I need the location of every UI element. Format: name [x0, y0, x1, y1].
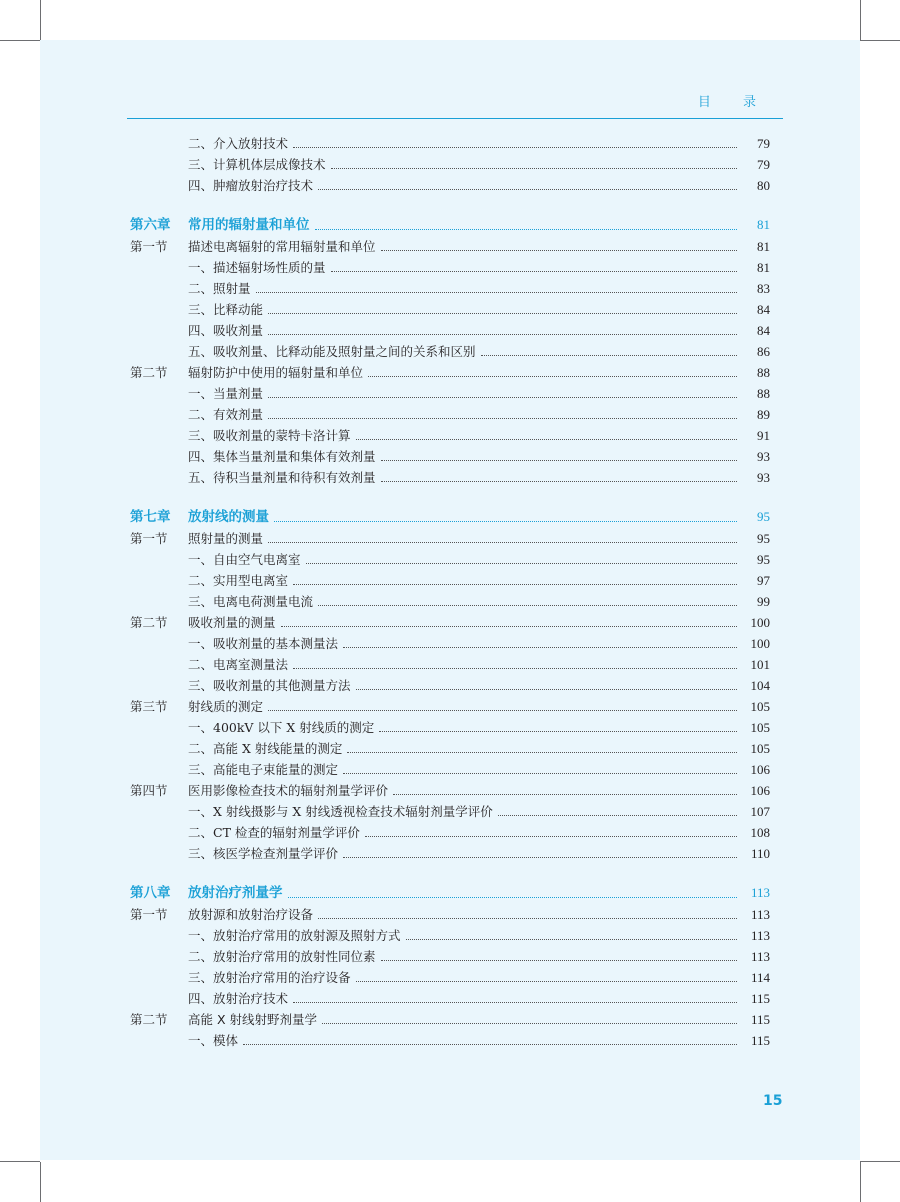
- toc-chapter[interactable]: [130, 506, 770, 528]
- header-title: 目 录: [697, 95, 770, 110]
- toc-entry-title: 三、核医学检查剂量学评价: [188, 846, 339, 861]
- toc-entry-title-wrap: [188, 528, 740, 549]
- toc-section-number: 第一节: [130, 239, 168, 254]
- toc-page-number: 106: [750, 783, 770, 798]
- toc-entry-title: 二、介入放射技术: [188, 136, 289, 151]
- toc-entry-title-wrap: [188, 175, 740, 196]
- toc-entry-title-wrap: [188, 1030, 740, 1051]
- toc-entry-title-wrap: [188, 341, 740, 362]
- toc-entry-title-wrap: [188, 383, 740, 404]
- toc-page-number: 95: [757, 552, 770, 567]
- dot-leader: [243, 1044, 737, 1045]
- toc-item[interactable]: [130, 549, 770, 570]
- toc-item[interactable]: [130, 133, 770, 154]
- toc-entry-title: 吸收剂量的测量: [188, 615, 276, 630]
- toc-page-number: 81: [757, 260, 770, 275]
- toc-entry-title-wrap: [188, 362, 740, 383]
- dot-leader: [268, 313, 737, 314]
- toc-page-number: 113: [750, 885, 770, 900]
- toc-entry-title: 三、吸收剂量的蒙特卡洛计算: [188, 428, 351, 443]
- toc-entry-title: 一、当量剂量: [188, 386, 264, 401]
- toc-section[interactable]: [130, 696, 770, 717]
- dot-leader: [356, 689, 737, 690]
- crop-mark: [860, 0, 861, 40]
- toc-entry-title: 二、放射治疗常用的放射性同位素: [188, 949, 376, 964]
- crop-mark: [860, 1162, 861, 1202]
- dot-leader: [393, 794, 737, 795]
- toc-item[interactable]: [130, 383, 770, 404]
- toc-page-number: 100: [750, 615, 770, 630]
- toc-entry-title: 放射治疗剂量学: [188, 885, 283, 901]
- toc-page-number: 113: [750, 949, 770, 964]
- toc-item[interactable]: [130, 822, 770, 843]
- toc-entry-title: 一、放射治疗常用的放射源及照射方式: [188, 928, 401, 943]
- page-number: 15: [763, 1093, 783, 1109]
- toc-item[interactable]: [130, 843, 770, 864]
- toc-entry-title-wrap: [188, 591, 740, 612]
- dot-leader: [293, 584, 737, 585]
- toc-section-number: 第三节: [130, 699, 168, 714]
- dot-leader: [268, 418, 737, 419]
- dot-leader: [356, 439, 737, 440]
- toc-item[interactable]: [130, 467, 770, 488]
- toc-chapter-number: 第六章: [130, 217, 171, 233]
- toc-page-number: 115: [750, 1033, 770, 1048]
- toc-section[interactable]: [130, 362, 770, 383]
- crop-mark: [860, 40, 900, 41]
- toc-chapter-number: 第八章: [130, 885, 171, 901]
- toc-item[interactable]: [130, 341, 770, 362]
- toc-entry-title: 五、吸收剂量、比释动能及照射量之间的关系和区别: [188, 344, 476, 359]
- crop-mark: [860, 1161, 900, 1162]
- toc-item[interactable]: [130, 801, 770, 822]
- dot-leader: [331, 271, 737, 272]
- dot-leader: [365, 836, 737, 837]
- toc-entry-title: 二、有效剂量: [188, 407, 264, 422]
- toc-page-number: 105: [750, 741, 770, 756]
- toc-page-number: 101: [750, 657, 770, 672]
- dot-leader: [318, 605, 737, 606]
- toc-section[interactable]: [130, 528, 770, 549]
- toc-entry-title: 四、吸收剂量: [188, 323, 264, 338]
- toc-entry-title-wrap: [188, 904, 740, 925]
- toc-page-number: 89: [757, 407, 770, 422]
- dot-leader: [381, 250, 737, 251]
- toc-entry-title-wrap: [188, 278, 740, 299]
- toc-item[interactable]: [130, 404, 770, 425]
- toc-entry-title: 三、吸收剂量的其他测量方法: [188, 678, 351, 693]
- toc-item[interactable]: [130, 257, 770, 278]
- toc-item[interactable]: [130, 299, 770, 320]
- toc-item[interactable]: [130, 654, 770, 675]
- toc-item[interactable]: [130, 717, 770, 738]
- toc-entry-title: 三、高能电子束能量的测定: [188, 762, 339, 777]
- dot-leader: [268, 334, 737, 335]
- dot-leader: [281, 626, 737, 627]
- dot-leader: [274, 521, 737, 522]
- toc-entry-title-wrap: [188, 236, 740, 257]
- toc-entry-title-wrap: [188, 154, 740, 175]
- dot-leader: [293, 668, 737, 669]
- table-of-contents: [130, 133, 770, 1051]
- toc-page-number: 93: [757, 449, 770, 464]
- crop-mark: [0, 1161, 40, 1162]
- toc-entry-title: 一、模体: [188, 1033, 239, 1048]
- toc-page-number: 97: [757, 573, 770, 588]
- toc-page-number: 113: [750, 928, 770, 943]
- toc-page-number: 115: [750, 1012, 770, 1027]
- toc-entry-title: 一、400kV 以下 X 射线质的测定: [188, 720, 375, 735]
- dot-leader: [343, 857, 737, 858]
- toc-page-number: 113: [750, 907, 770, 922]
- toc-section-number: 第四节: [130, 783, 168, 798]
- toc-entry-title-wrap: [188, 1009, 740, 1030]
- toc-item[interactable]: [130, 320, 770, 341]
- toc-entry-title-wrap: [188, 759, 740, 780]
- toc-entry-title: 四、放射治疗技术: [188, 991, 289, 1006]
- toc-entry-title-wrap: [188, 822, 740, 843]
- toc-entry-title-wrap: [188, 882, 740, 904]
- toc-page-number: 105: [750, 720, 770, 735]
- toc-entry-title: 二、CT 检查的辐射剂量学评价: [188, 825, 360, 840]
- toc-page-number: 83: [757, 281, 770, 296]
- toc-section-number: 第二节: [130, 615, 168, 630]
- toc-entry-title: 常用的辐射量和单位: [188, 217, 310, 233]
- toc-page-number: 95: [757, 509, 770, 524]
- dot-leader: [406, 939, 737, 940]
- toc-entry-title-wrap: [188, 654, 740, 675]
- toc-entry-title: 三、计算机体层成像技术: [188, 157, 326, 172]
- toc-page-number: 99: [757, 594, 770, 609]
- toc-item[interactable]: [130, 967, 770, 988]
- dot-leader: [381, 481, 737, 482]
- toc-entry-title: 高能 X 射线射野剂量学: [188, 1012, 318, 1027]
- toc-entry-title: 二、高能 X 射线能量的测定: [188, 741, 343, 756]
- toc-entry-title: 辐射防护中使用的辐射量和单位: [188, 365, 364, 380]
- dot-leader: [347, 752, 737, 753]
- toc-item[interactable]: [130, 633, 770, 654]
- toc-entry-title-wrap: [188, 988, 740, 1009]
- toc-page-number: 79: [757, 136, 770, 151]
- crop-mark: [40, 0, 41, 40]
- toc-item[interactable]: [130, 570, 770, 591]
- dot-leader: [315, 229, 738, 230]
- toc-entry-title: 放射源和放射治疗设备: [188, 907, 314, 922]
- toc-entry-title: 五、待积当量剂量和待积有效剂量: [188, 470, 376, 485]
- toc-entry-title-wrap: [188, 320, 740, 341]
- toc-entry-title-wrap: [188, 780, 740, 801]
- toc-entry-title: 一、自由空气电离室: [188, 552, 301, 567]
- toc-page-number: 110: [750, 846, 770, 861]
- toc-entry-title: 二、实用型电离室: [188, 573, 289, 588]
- toc-item[interactable]: [130, 175, 770, 196]
- dot-leader: [256, 292, 737, 293]
- toc-entry-title-wrap: [188, 738, 740, 759]
- toc-chapter[interactable]: [130, 214, 770, 236]
- dot-leader: [322, 1023, 737, 1024]
- toc-entry-title-wrap: [188, 214, 740, 236]
- toc-entry-title: 照射量的测量: [188, 531, 264, 546]
- toc-item[interactable]: [130, 946, 770, 967]
- toc-entry-title: 射线质的测定: [188, 699, 264, 714]
- toc-chapter[interactable]: [130, 882, 770, 904]
- toc-page-number: 84: [757, 302, 770, 317]
- toc-entry-title: 三、放射治疗常用的治疗设备: [188, 970, 351, 985]
- toc-section-number: 第二节: [130, 1012, 168, 1027]
- toc-entry-title: 医用影像检查技术的辐射剂量学评价: [188, 783, 389, 798]
- toc-item[interactable]: [130, 925, 770, 946]
- toc-entry-title-wrap: [188, 801, 740, 822]
- toc-page-number: 93: [757, 470, 770, 485]
- toc-item[interactable]: [130, 988, 770, 1009]
- toc-entry-title-wrap: [188, 549, 740, 570]
- toc-section-number: 第二节: [130, 365, 168, 380]
- toc-entry-title-wrap: [188, 133, 740, 154]
- toc-entry-title-wrap: [188, 299, 740, 320]
- toc-item[interactable]: [130, 738, 770, 759]
- dot-leader: [343, 773, 737, 774]
- toc-page-number: 80: [757, 178, 770, 193]
- toc-item[interactable]: [130, 759, 770, 780]
- toc-page-number: 88: [757, 365, 770, 380]
- dot-leader: [481, 355, 737, 356]
- toc-entry-title-wrap: [188, 257, 740, 278]
- toc-entry-title: 描述电离辐射的常用辐射量和单位: [188, 239, 376, 254]
- toc-entry-title: 二、电离室测量法: [188, 657, 289, 672]
- dot-leader: [368, 376, 737, 377]
- toc-entry-title: 三、比释动能: [188, 302, 264, 317]
- dot-leader: [268, 710, 737, 711]
- toc-page-number: 108: [750, 825, 770, 840]
- toc-section[interactable]: [130, 904, 770, 925]
- toc-entry-title-wrap: [188, 717, 740, 738]
- dot-leader: [293, 147, 737, 148]
- toc-entry-title-wrap: [188, 467, 740, 488]
- toc-entry-title-wrap: [188, 946, 740, 967]
- toc-section[interactable]: [130, 236, 770, 257]
- dot-leader: [381, 960, 737, 961]
- dot-leader: [356, 981, 737, 982]
- toc-page-number: 95: [757, 531, 770, 546]
- toc-entry-title-wrap: [188, 967, 740, 988]
- toc-entry-title: 三、电离电荷测量电流: [188, 594, 314, 609]
- dot-leader: [268, 397, 737, 398]
- dot-leader: [293, 1002, 737, 1003]
- toc-page-number: 105: [750, 699, 770, 714]
- toc-entry-title-wrap: [188, 506, 740, 528]
- toc-entry-title: 二、照射量: [188, 281, 251, 296]
- toc-item[interactable]: [130, 591, 770, 612]
- toc-section-number: 第一节: [130, 531, 168, 546]
- toc-page-number: 86: [757, 344, 770, 359]
- toc-entry-title-wrap: [188, 696, 740, 717]
- toc-entry-title-wrap: [188, 425, 740, 446]
- toc-entry-title-wrap: [188, 675, 740, 696]
- toc-entry-title-wrap: [188, 633, 740, 654]
- toc-entry-title: 一、X 射线摄影与 X 射线透视检查技术辐射剂量学评价: [188, 804, 493, 819]
- toc-entry-title-wrap: [188, 446, 740, 467]
- toc-page-number: 84: [757, 323, 770, 338]
- toc-item[interactable]: [130, 154, 770, 175]
- toc-entry-title: 放射线的测量: [188, 509, 269, 525]
- toc-section-number: 第一节: [130, 907, 168, 922]
- toc-page-number: 104: [750, 678, 770, 693]
- toc-page-number: 81: [757, 217, 770, 232]
- toc-page-number: 106: [750, 762, 770, 777]
- toc-chapter-number: 第七章: [130, 509, 171, 525]
- toc-entry-title: 一、吸收剂量的基本测量法: [188, 636, 339, 651]
- dot-leader: [288, 897, 738, 898]
- toc-page-number: 88: [757, 386, 770, 401]
- dot-leader: [331, 168, 737, 169]
- dot-leader: [343, 647, 737, 648]
- toc-page-number: 114: [750, 970, 770, 985]
- toc-entry-title: 四、集体当量剂量和集体有效剂量: [188, 449, 376, 464]
- toc-entry-title-wrap: [188, 570, 740, 591]
- toc-page-number: 115: [750, 991, 770, 1006]
- dot-leader: [498, 815, 737, 816]
- dot-leader: [379, 731, 737, 732]
- toc-page-number: 91: [757, 428, 770, 443]
- toc-entry-title: 四、肿瘤放射治疗技术: [188, 178, 314, 193]
- toc-page-number: 100: [750, 636, 770, 651]
- toc-page-number: 107: [750, 804, 770, 819]
- toc-entry-title-wrap: [188, 925, 740, 946]
- dot-leader: [268, 542, 737, 543]
- toc-item[interactable]: [130, 278, 770, 299]
- toc-page-number: 81: [757, 239, 770, 254]
- toc-section[interactable]: [130, 612, 770, 633]
- header-rule: [127, 118, 783, 119]
- toc-item[interactable]: [130, 446, 770, 467]
- dot-leader: [318, 918, 737, 919]
- toc-entry-title: 一、描述辐射场性质的量: [188, 260, 326, 275]
- dot-leader: [318, 189, 737, 190]
- toc-item[interactable]: [130, 675, 770, 696]
- toc-item[interactable]: [130, 1030, 770, 1051]
- crop-mark: [40, 1162, 41, 1202]
- toc-entry-title-wrap: [188, 404, 740, 425]
- toc-entry-title-wrap: [188, 612, 740, 633]
- toc-section[interactable]: [130, 1009, 770, 1030]
- dot-leader: [306, 563, 737, 564]
- dot-leader: [381, 460, 737, 461]
- toc-item[interactable]: [130, 425, 770, 446]
- toc-page-number: 79: [757, 157, 770, 172]
- toc-section[interactable]: [130, 780, 770, 801]
- crop-mark: [0, 40, 40, 41]
- toc-entry-title-wrap: [188, 843, 740, 864]
